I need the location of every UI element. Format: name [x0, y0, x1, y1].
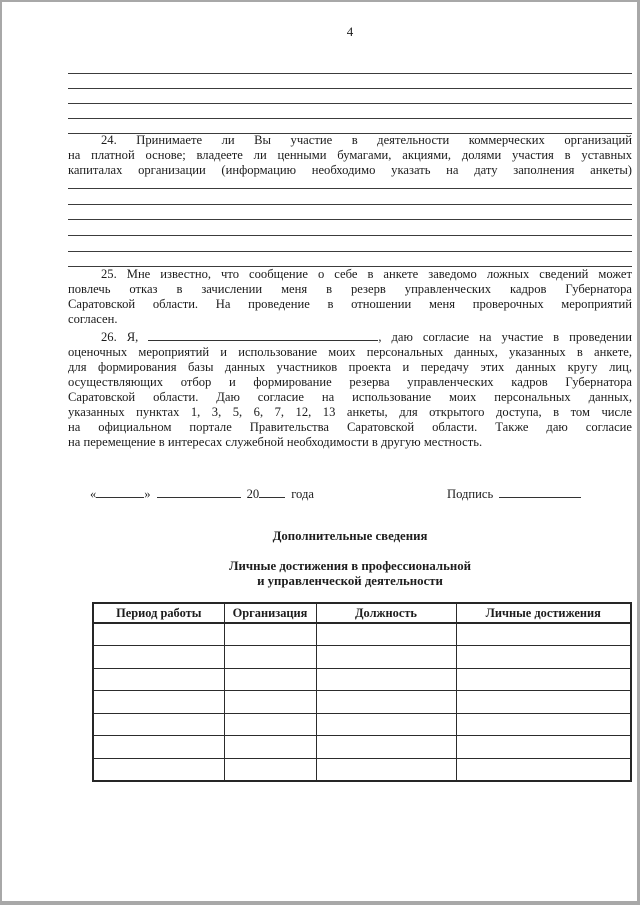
table-cell [316, 668, 456, 691]
table-cell [456, 758, 631, 781]
table-cell [93, 623, 224, 646]
table-header-position: Должность [316, 603, 456, 623]
table-cell [456, 646, 631, 669]
blank-line [68, 188, 632, 189]
table-cell [93, 691, 224, 714]
paragraph-26-line: Саратовской области. Даю согласие на использование моих персональных данных, [68, 390, 632, 404]
paragraph-25-line: Саратовской области. На проведение в отношении меня проверочных мероприятий [68, 297, 632, 311]
paragraph-24-line: капиталах организации (информацию необходимо указать на дату заполнения анкеты) [68, 163, 632, 177]
blank-line [68, 118, 632, 119]
blank-line [68, 73, 632, 74]
table-cell [316, 736, 456, 759]
table-header-achievements: Личные достижения [456, 603, 631, 623]
day-blank-line [96, 485, 144, 498]
table-cell [316, 691, 456, 714]
name-blank-line [148, 328, 378, 341]
paragraph-25-line: согласен. [68, 312, 118, 326]
blank-line [68, 204, 632, 205]
table-row [93, 736, 631, 759]
paragraph-26 [68, 328, 632, 450]
achievements-heading-line2: и управленческой деятельности [257, 574, 443, 588]
paragraph-24-line: на платной основе; владеете ли ценными бумагами, акциями, долями участия в уставных [68, 148, 632, 162]
achievements-table [92, 602, 632, 782]
table-cell [456, 668, 631, 691]
close-quote: » [144, 487, 151, 501]
year-blank-line [259, 485, 285, 498]
table-cell [316, 758, 456, 781]
table-cell [224, 736, 316, 759]
blank-line [68, 103, 632, 104]
signature-label: Подпись [447, 487, 494, 501]
table-cell [224, 713, 316, 736]
table-row [93, 713, 631, 736]
year-prefix: 20 [246, 487, 260, 501]
achievements-heading [68, 559, 632, 589]
table-cell [224, 623, 316, 646]
paragraph-26-line: указанных пунктах 1, 3, 5, 6, 7, 12, 13 анкеты, для открытого доступа, в том числе [68, 405, 632, 419]
blank-line [68, 251, 632, 252]
open-quote: « [90, 487, 97, 501]
signature-blank-line [499, 485, 581, 498]
table-cell [456, 713, 631, 736]
table-row [93, 646, 631, 669]
paragraph-25 [68, 267, 632, 327]
table-cell [456, 691, 631, 714]
table-cell [224, 758, 316, 781]
table-header-organization: Организация [224, 603, 316, 623]
table-row [93, 758, 631, 781]
table-cell [224, 691, 316, 714]
paragraph-24 [68, 133, 632, 178]
table-cell [93, 736, 224, 759]
paragraph-26-line: оценочных мероприятий и использование моих персональных данных, указанных в анкете, [68, 345, 632, 359]
page-number: 4 [346, 24, 354, 39]
table-cell [93, 668, 224, 691]
paragraph-26-line: на официальном портале Правительства Саратовской области. Также даю согласие [68, 420, 632, 434]
paragraph-25-line: 25. Мне известно, что сообщение о себе в анкете заведомо ложных сведений может [101, 267, 632, 281]
table-cell [224, 646, 316, 669]
table-row [93, 623, 631, 646]
table-cell [93, 713, 224, 736]
paragraph-26-prefix: 26. Я, [101, 330, 139, 344]
blank-line [68, 88, 632, 89]
table-header-period: Период работы [93, 603, 224, 623]
blank-line [68, 219, 632, 220]
table-header-row [93, 603, 631, 623]
table-cell [93, 758, 224, 781]
paragraph-26-line: осуществляющих отбор и формирование резерва управленческих кадров Губернатора [68, 375, 632, 389]
table-row [93, 691, 631, 714]
paragraph-26-suffix: , даю согласие на участие в проведении [378, 330, 632, 344]
blank-line [68, 235, 632, 236]
additional-info-heading: Дополнительные сведения [272, 529, 428, 543]
table-cell [456, 736, 631, 759]
signature-row [447, 485, 581, 502]
paragraph-25-line: повлечь отказ в зачислении меня в резерв управленческих кадров Губернатора [68, 282, 632, 296]
paragraph-26-line: для формирования базы данных участников проекта и передачу этих данных кругу лиц, [68, 360, 632, 374]
table-cell [316, 646, 456, 669]
table-cell [316, 623, 456, 646]
achievements-heading-line1: Личные достижения в профессиональной [228, 559, 472, 573]
paragraph-26-line: на перемещение в интересах служебной необходимости в другую местность. [68, 435, 483, 449]
table-cell [456, 623, 631, 646]
paragraph-26-line [68, 328, 632, 345]
year-suffix: года [291, 487, 314, 501]
date-blank-row [90, 485, 314, 502]
table-cell [224, 668, 316, 691]
table-row [93, 668, 631, 691]
paragraph-24-line: 24. Принимаете ли Вы участие в деятельности коммерческих организаций [101, 133, 632, 147]
table-cell [316, 713, 456, 736]
table-cell [93, 646, 224, 669]
month-blank-line [157, 485, 241, 498]
